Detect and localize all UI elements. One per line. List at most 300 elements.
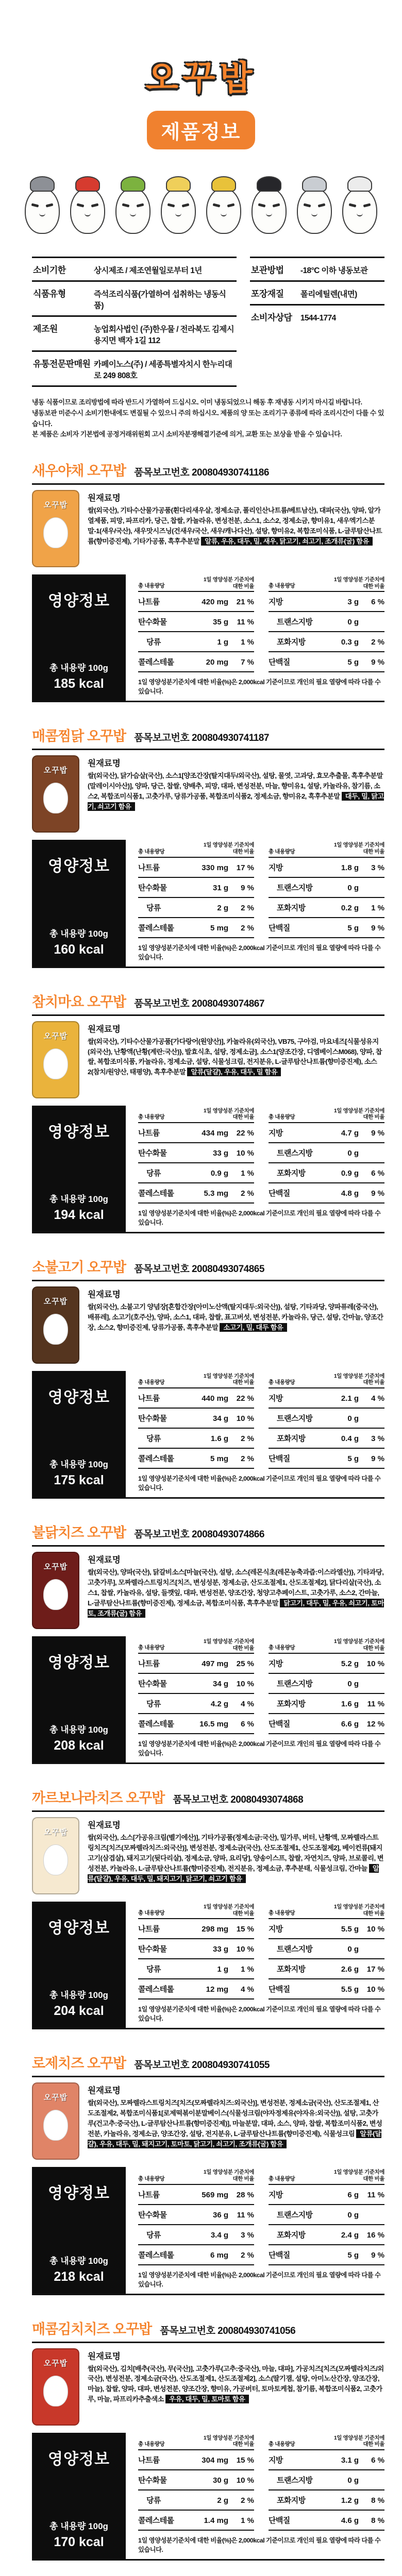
package-image: [32, 755, 79, 833]
nutrition-summary-box: [32, 840, 126, 966]
package-logo-text: 오꾸밥: [43, 1297, 68, 1306]
product-report-number: [134, 996, 264, 1010]
mascot-face-icon: [161, 188, 196, 234]
product-header: [32, 1787, 384, 1812]
calories-value: 175 kcal: [54, 1472, 104, 1487]
nutrition-table-left: [138, 2167, 254, 2265]
nutrition-table-header: [138, 1636, 254, 1654]
ingredients-block: [88, 1817, 384, 1894]
ingredients-text: [88, 2364, 384, 2405]
package-logo-text: 오꾸밥: [43, 2359, 68, 2368]
col-daily-header: 1일 영양성분 기준치에 대한 비율: [333, 842, 384, 855]
nutrition-row: 단백질 5 g 9 %: [269, 1449, 384, 1469]
nutrition-row: 단백질 4.6 g 8 %: [269, 2511, 384, 2531]
report-value: 200804930741055: [191, 2060, 270, 2071]
product-report-number: [134, 2057, 270, 2071]
nutrition-row: 당류 3.4 g 3 %: [138, 2225, 254, 2245]
nutrition-title: 영양정보: [48, 1388, 110, 1406]
report-value: 20080493074867: [191, 998, 264, 1009]
col-daily-header: 1일 영양성분 기준치에 대한 비율: [203, 2169, 254, 2182]
notice-line: 냉동 식품이므로 조리방법에 따라 반드시 가열하여 드십시오. 이미 냉동되었으니 해동 후 재냉동 시키지 마시길 바랍니다.: [32, 398, 362, 406]
ingredients-title: 원재료명: [88, 1555, 121, 1565]
nutrition-row: 포화지방 0.3 g 2 %: [269, 632, 384, 652]
ingredients-list: 쌀(외국산), 닭가슴살(국산), 소스1[양조간장(탈지대두/외국산), 설탕, 물엿, 고과당, 효모추출물, 흑후추분말(말레이시아산)], 양파, 당근, 찹쌀, 양배추, 피망, 대파, 변성전분, 마늘, 향미유1, 설탕, 카놀라유, 참기름, 소스2, 복합조미식품1, 고춧가루, 당류가공품, 복합조미식품2, 정제소금, 향미유2, 흑후추분말: [88, 772, 383, 801]
product-body: [32, 490, 384, 567]
col-daily-header: 1일 영양성분 기준치에 대한 비율: [203, 1904, 254, 1917]
nutrition-table-header: [269, 1902, 384, 1919]
product-header: [32, 1256, 384, 1281]
nutrition-table-right: [269, 1371, 384, 1469]
info-row: [32, 282, 237, 317]
package-image: [32, 490, 79, 567]
egg-character-icon: [43, 1579, 68, 1610]
col-daily-header: 1일 영양성분 기준치에 대한 비율: [333, 1372, 384, 1386]
package-image: [32, 2348, 79, 2426]
mascot-hat-icon: [302, 176, 327, 192]
product-report-number: [134, 1527, 264, 1540]
nutrition-row: 나트륨 304 mg 15 %: [138, 2450, 254, 2470]
info-value: 폴리에틸렌(내면): [300, 290, 357, 299]
nutrition-row: 지방 6 g 11 %: [269, 2185, 384, 2205]
mascot-face-icon: [115, 188, 150, 234]
serving-size: 총 내용량 100g: [49, 2256, 108, 2266]
nutrition-title: 영양정보: [48, 1920, 110, 1937]
nutrition-row: 탄수화물 34 g 10 %: [138, 1674, 254, 1694]
ingredients-title: 원재료명: [88, 2086, 121, 2096]
package-logo-text: 오꾸밥: [43, 2093, 68, 2103]
nutrition-row: 나트륨 298 mg 15 %: [138, 1919, 254, 1939]
info-label: 포장재질: [250, 289, 284, 299]
egg-character-icon: [43, 1844, 68, 1875]
mascot-row: [0, 173, 402, 234]
product-name: 소불고기 오꾸밥: [32, 1259, 126, 1275]
mascot-face-icon: [70, 188, 105, 234]
nutrition-row: 지방 5.5 g 10 %: [269, 1919, 384, 1939]
nutrition-table-header: [138, 1371, 254, 1388]
nutrition-summary-box: [32, 1106, 126, 1232]
ingredients-title: 원재료명: [88, 759, 121, 769]
nutrition-row: 포화지방 1.6 g 11 %: [269, 1694, 384, 1714]
ingredients-block: [88, 2082, 384, 2160]
info-table-right: [250, 257, 384, 387]
calories-value: 170 kcal: [54, 2534, 104, 2549]
info-row: [32, 317, 237, 352]
nutrition-facts: [32, 1902, 384, 2029]
nutrition-row: 콜레스테롤 20 mg 7 %: [138, 652, 254, 672]
nutrition-row: 나트륨 420 mg 21 %: [138, 592, 254, 612]
nutrition-title: 영양정보: [48, 2450, 110, 2468]
product-name: 새우야채 오꾸밥: [32, 463, 126, 479]
report-value: 200804930741187: [191, 733, 269, 744]
nutrition-tables: [126, 1106, 384, 1232]
ingredients-text: [88, 771, 384, 812]
nutrition-row: 포화지방 0.2 g 1 %: [269, 898, 384, 918]
calories-value: 194 kcal: [54, 1207, 104, 1222]
nutrition-summary-box: [32, 574, 126, 701]
nutrition-table-header: [138, 574, 254, 592]
mascot-hat-icon: [211, 176, 236, 192]
ingredients-text: [88, 1833, 384, 1884]
nutrition-row: 당류 1.6 g 2 %: [138, 1429, 254, 1449]
storage-notice: [32, 397, 384, 440]
nutrition-tables: [126, 2167, 384, 2293]
package-image: [32, 1552, 79, 1629]
nutrition-row: 탄수화물 35 g 11 %: [138, 612, 254, 632]
nutrition-footnote: 1일 영양성분기준치에 대한 비율(%)은 2,000kcal 기준이므로 개인의 필요 열량에 따라 다를 수 있습니다.: [138, 1740, 381, 1757]
subtitle-row: [0, 111, 402, 149]
serving-size: 총 내용량 100g: [49, 1725, 108, 1735]
nutrition-table-header: [269, 574, 384, 592]
nutrition-table-left: [138, 1371, 254, 1469]
product-section: [32, 1256, 384, 1499]
nutrition-row: 탄수화물 36 g 11 %: [138, 2205, 254, 2225]
product-body: [32, 1286, 384, 1364]
product-report-number: [173, 1792, 303, 1806]
product-section: [32, 725, 384, 968]
product-header: [32, 725, 384, 750]
package-logo-text: 오꾸밥: [43, 1031, 68, 1041]
report-value: 200804930741056: [217, 2325, 296, 2336]
col-daily-header: 1일 영양성분 기준치에 대한 비율: [203, 1372, 254, 1386]
report-label: 품목보고번호: [134, 2060, 190, 2071]
nutrition-row: 콜레스테롤 5 mg 2 %: [138, 1449, 254, 1469]
mascot-hat-icon: [75, 176, 100, 192]
product-report-number: [134, 730, 269, 744]
nutrition-table-header: [138, 2167, 254, 2184]
nutrition-tables: [126, 574, 384, 701]
report-label: 품목보고번호: [173, 1794, 228, 1806]
nutrition-table-left: [138, 1902, 254, 1999]
nutrition-row: 나트륨 440 mg 22 %: [138, 1388, 254, 1409]
info-label: 식품유형: [33, 289, 66, 299]
ingredients-title: 원재료명: [88, 1024, 121, 1034]
calories-value: 208 kcal: [54, 1738, 104, 1753]
info-value: -18°C 이하 냉동보관: [300, 266, 368, 275]
nutrition-table-left: [138, 840, 254, 938]
nutrition-summary-box: [32, 1371, 126, 1497]
nutrition-row: 트랜스지방 0 g: [269, 1939, 384, 1959]
nutrition-row: 콜레스테롤 5.3 mg 2 %: [138, 1183, 254, 1204]
col-amount-header: 총 내용량당: [269, 2175, 295, 2182]
product-name: 불닭치즈 오꾸밥: [32, 1524, 126, 1540]
nutrition-table-right: [269, 840, 384, 938]
info-label: 소비자상담: [250, 313, 292, 323]
nutrition-table-header: [138, 1106, 254, 1123]
nutrition-tables: [126, 840, 384, 966]
allergen-warning: 알류(달걀), 우유, 대두, 밀 함유: [187, 1067, 281, 1076]
col-amount-header: 총 내용량당: [138, 1645, 165, 1651]
col-amount-header: 총 내용량당: [138, 848, 165, 855]
ingredients-list: 쌀(외국산), 모짜렐라스트링치즈[치즈(모짜렐라치즈:외국산)], 변성전분, 정제소금(국산), 산도조절제1, 산도조절제2, 복합조미식품1[로제떡볶이분말베이스(식물성크림(야자정제유(야자유:외국산)), 설탕, 고춧가루(건고추:중국산), L-글루탐산나트륨(향미증진제)], 마늘분말, 대파, 소스, 양파, 찹쌀, 복합조미식품2, 변성전분, 카놀라유, 정제소금, 양조간장, 설탕, 전지분유, L-글루탐산나트륨(향미증진제), 식물성크림: [88, 2099, 382, 2138]
col-amount-header: 총 내용량당: [138, 583, 165, 589]
calories-value: 185 kcal: [54, 676, 104, 691]
ingredients-block: [88, 1286, 384, 1364]
product-name: 로제치즈 오꾸밥: [32, 2056, 126, 2072]
ingredients-list: 쌀(외국산), 기타수산물가공품(흰다리새우살, 정제소금, 폴리인산나트륨/베트남산), 대파(국산), 양파, 알가열제품, 피망, 파프리카, 당근, 찹쌀, 카놀라유, 변성전분, 소스1, 소스2, 정제소금, 향미유1, 새우엑기스분말-1(새우/국산), 새우맛시즈닝(건새우/국산, 새우/캐나다산), 설탕, 향미유2, 복합조미식품, L-글루탐산나트륨(향미증진제), 기타가공품, 흑후추분말: [88, 506, 382, 545]
nutrition-footnote: 1일 영양성분기준치에 대한 비율(%)은 2,000kcal 기준이므로 개인의 필요 열량에 따라 다를 수 있습니다.: [138, 1475, 381, 1492]
col-amount-header: 총 내용량당: [269, 2441, 295, 2447]
product-name: 까르보나라치즈 오꾸밥: [32, 1790, 165, 1806]
product-name: 매콤찜닭 오꾸밥: [32, 728, 126, 744]
info-table-left: [32, 257, 237, 387]
info-label: 제조원: [33, 324, 58, 334]
nutrition-row: 탄수화물 33 g 10 %: [138, 1939, 254, 1959]
col-amount-header: 총 내용량당: [138, 1379, 165, 1385]
nutrition-row: 단백질 4.8 g 9 %: [269, 1183, 384, 1204]
nutrition-table-header: [269, 1636, 384, 1654]
package-logo-text: 오꾸밥: [43, 766, 68, 775]
nutrition-row: 트랜스지방 0 g: [269, 2470, 384, 2490]
nutrition-row: 콜레스테롤 12 mg 4 %: [138, 1979, 254, 1999]
nutrition-row: 나트륨 497 mg 25 %: [138, 1654, 254, 1674]
col-amount-header: 총 내용량당: [138, 1113, 165, 1120]
col-daily-header: 1일 영양성분 기준치에 대한 비율: [203, 2434, 254, 2448]
nutrition-table-header: [269, 2433, 384, 2450]
serving-size: 총 내용량 100g: [49, 1194, 108, 1204]
col-daily-header: 1일 영양성분 기준치에 대한 비율: [333, 577, 384, 589]
info-value: 농업회사법인 (주)한우물 / 전라북도 김제시 용지면 백자 1길 112: [94, 325, 234, 345]
serving-size: 총 내용량 100g: [49, 663, 108, 673]
report-label: 품목보고번호: [134, 1263, 190, 1275]
col-amount-header: 총 내용량당: [269, 583, 295, 589]
nutrition-row: 당류 1 g 1 %: [138, 632, 254, 652]
product-header: [32, 991, 384, 1016]
report-label: 품목보고번호: [134, 467, 190, 479]
product-section: [32, 2318, 384, 2561]
mascot-cheese-chicken-icon: [205, 176, 243, 234]
nutrition-summary-box: [32, 2433, 126, 2559]
nutrition-row: 트랜스지방 0 g: [269, 1409, 384, 1429]
info-value: 1544-1774: [300, 314, 336, 323]
col-amount-header: 총 내용량당: [269, 1910, 295, 1917]
nutrition-row: 트랜스지방 0 g: [269, 2205, 384, 2225]
mascot-chili-chicken-icon: [69, 176, 107, 234]
ingredients-block: [88, 755, 384, 833]
ingredients-title: 원재료명: [88, 1821, 121, 1831]
nutrition-facts: [32, 1106, 384, 1233]
nutrition-row: 포화지방 0.4 g 3 %: [269, 1429, 384, 1449]
nutrition-row: 탄수화물 33 g 10 %: [138, 1143, 254, 1163]
nutrition-title: 영양정보: [48, 1123, 110, 1141]
egg-character-icon: [43, 1314, 68, 1345]
col-amount-header: 총 내용량당: [138, 2441, 165, 2447]
nutrition-row: 당류 0.9 g 1 %: [138, 1163, 254, 1183]
report-label: 품목보고번호: [134, 998, 190, 1009]
nutrition-summary-box: [32, 1636, 126, 1762]
nutrition-row: 단백질 5 g 9 %: [269, 652, 384, 672]
nutrition-table-header: [269, 2167, 384, 2184]
mascot-hat-icon: [347, 176, 372, 192]
info-value: 즉석조리식품(가열하여 섭취하는 냉동식품): [94, 290, 226, 310]
nutrition-row: 단백질 5 g 9 %: [269, 918, 384, 938]
package-image: [32, 1021, 79, 1098]
product-header: [32, 2052, 384, 2077]
product-report-number: [134, 1261, 264, 1275]
product-header: [32, 1521, 384, 1547]
info-row: [250, 306, 384, 328]
product-section: [32, 2052, 384, 2295]
nutrition-table-header: [269, 1371, 384, 1388]
col-daily-header: 1일 영양성분 기준치에 대한 비율: [333, 1638, 384, 1651]
nutrition-tables: [126, 1902, 384, 2028]
mascot-face-icon: [297, 188, 332, 234]
nutrition-table-header: [138, 2433, 254, 2450]
ingredients-list: 쌀(외국산), 소불고기 양념장[혼합간장{아미노산액(탈지대두:외국산)}, 설탕, 기타과당, 양파퓨레(중국산), 배퓨레], 소고기(호주산), 양파, 소스1, 대파, 찹쌀, 표고버섯, 변성전분, 카놀라유, 당근, 설탕, 간마늘, 양조간장, 소스2, 향미증진제, 당류가공품, 흑후추분말: [88, 1302, 383, 1331]
nutrition-row: 탄수화물 34 g 10 %: [138, 1409, 254, 1429]
ingredients-block: [88, 490, 384, 567]
mascot-black-chef-tomato-icon: [250, 176, 288, 234]
info-row: [250, 282, 384, 306]
nutrition-title: 영양정보: [48, 2185, 110, 2202]
ingredients-title: 원재료명: [88, 494, 121, 503]
nutrition-row: 나트륨 434 mg 22 %: [138, 1123, 254, 1143]
allergen-warning: 알류, 우유, 대두, 밀, 새우, 닭고기, 쇠고기, 조개류(굴) 함유: [201, 537, 373, 546]
nutrition-table-right: [269, 2433, 384, 2531]
col-amount-header: 총 내용량당: [269, 1379, 295, 1385]
nutrition-table-header: [138, 1902, 254, 1919]
ingredients-text: [88, 1037, 384, 1078]
nutrition-row: 콜레스테롤 5 mg 2 %: [138, 918, 254, 938]
mascot-face-icon: [25, 188, 60, 234]
mascot-face-icon: [206, 188, 241, 234]
allergen-warning: 닭고기, 대두, 밀, 우유, 쇠고기, 토마토, 조개류(굴) 함유: [88, 1599, 384, 1617]
nutrition-table-header: [269, 1106, 384, 1123]
nutrition-row: 당류 4.2 g 4 %: [138, 1694, 254, 1714]
nutrition-row: 포화지방 2.4 g 16 %: [269, 2225, 384, 2245]
nutrition-footnote: 1일 영양성분기준치에 대한 비율(%)은 2,000kcal 기준이므로 개인의 필요 열량에 따라 다를 수 있습니다.: [138, 2271, 381, 2288]
egg-character-icon: [43, 2110, 68, 2141]
nutrition-row: 트랜스지방 0 g: [269, 1143, 384, 1163]
brand-logo: 오꾸밥: [145, 59, 257, 97]
allergen-warning: 알류(달걀), 우유, 대두, 밀, 돼지고기, 닭고기, 쇠고기 함유: [88, 1864, 379, 1883]
nutrition-facts: [32, 2167, 384, 2295]
nutrition-row: 지방 3 g 6 %: [269, 592, 384, 612]
ingredients-text: [88, 2098, 384, 2149]
nutrition-row: 트랜스지방 0 g: [269, 1674, 384, 1694]
mascot-milk-dessert-icon: [295, 176, 333, 234]
mascot-face-icon: [252, 188, 287, 234]
nutrition-title: 영양정보: [48, 1654, 110, 1671]
nutrition-footnote: 1일 영양성분기준치에 대한 비율(%)은 2,000kcal 기준이므로 개인의 필요 열량에 따라 다를 수 있습니다.: [138, 2006, 381, 2023]
col-daily-header: 1일 영양성분 기준치에 대한 비율: [203, 577, 254, 589]
info-label: 소비기한: [33, 265, 66, 275]
info-row: [32, 258, 237, 282]
product-body: [32, 1552, 384, 1629]
package-image: [32, 2082, 79, 2160]
ingredients-list: 쌀(외국산), 소스[가공유크림(벨기에산)], 기타가공품(정제소금:국산), 밀가루, 버터, 난황액, 모짜렐라스트링치즈[치즈(모짜렐라치즈:외국산)], 변성전분, 정제소금(국산), 산도조절제1, 산도조절제2], 베이컨류[돼지고기(삼겹살), 돼지고기(뒷다리살), 정제소금, 양파, 요리당], 양송이스프, 찹쌀, 자연치즈, 양파, 브로콜리, 변성전분, 카놀라유, L-글루탐산나트륨(향미증진제), 전지분유, 정제소금, 후추분태, 식물성크림, 간마늘: [88, 1834, 384, 1872]
product-report-number: [134, 465, 269, 479]
info-row: [250, 258, 384, 282]
serving-size: 총 내용량 100g: [49, 1990, 108, 2001]
calories-value: 218 kcal: [54, 2269, 104, 2284]
nutrition-facts: [32, 1636, 384, 1764]
serving-size: 총 내용량 100g: [49, 928, 108, 939]
nutrition-table-right: [269, 2167, 384, 2265]
col-amount-header: 총 내용량당: [269, 848, 295, 855]
allergen-warning: 소고기, 밀, 대두 함유: [220, 1323, 287, 1332]
ingredients-title: 원재료명: [88, 1290, 121, 1299]
nutrition-row: 지방 2.1 g 4 %: [269, 1388, 384, 1409]
nutrition-title: 영양정보: [48, 858, 110, 875]
product-info-table: [32, 257, 384, 387]
nutrition-row: 포화지방 0.9 g 6 %: [269, 1163, 384, 1183]
package-image: [32, 1817, 79, 1894]
nutrition-table-right: [269, 574, 384, 672]
col-daily-header: 1일 영양성분 기준치에 대한 비율: [333, 1904, 384, 1917]
mascot-mayo-fish-icon: [159, 176, 197, 234]
product-section: [32, 1787, 384, 2029]
calories-value: 160 kcal: [54, 942, 104, 957]
ingredients-block: [88, 2348, 384, 2426]
page-title: 제품정보: [147, 111, 256, 149]
product-header: [32, 2318, 384, 2343]
product-body: [32, 755, 384, 833]
nutrition-table-left: [138, 1106, 254, 1204]
ingredients-text: [88, 1567, 384, 1619]
nutrition-table-left: [138, 574, 254, 672]
product-section: [32, 1521, 384, 1764]
nutrition-row: 당류 1 g 1 %: [138, 1959, 254, 1979]
nutrition-row: 콜레스테롤 1.4 mg 1 %: [138, 2511, 254, 2531]
nutrition-tables: [126, 1636, 384, 1762]
notice-line: 본 제품은 소비자 기본법에 공정거래위원회 고시 소비자분쟁해결기준에 의거, 교환 또는 보상을 받을 수 있습니다.: [32, 430, 342, 438]
egg-character-icon: [43, 1048, 68, 1079]
nutrition-row: 콜레스테롤 6 mg 2 %: [138, 2245, 254, 2265]
ingredients-block: [88, 1021, 384, 1098]
nutrition-row: 콜레스테롤 16.5 mg 6 %: [138, 1714, 254, 1734]
info-label: 유통전문판매원: [33, 359, 91, 369]
nutrition-summary-box: [32, 1902, 126, 2028]
mascot-face-icon: [342, 188, 377, 234]
nutrition-table-right: [269, 1902, 384, 1999]
ingredients-list: 쌀(외국산), 양파(국산), 닭갈비소스[마늘(국산), 설탕, 소스{레몬식초(레몬농축과즙:이스라엘산)}, 기타과당, 고춧가루], 모짜렐라스트링치즈[치즈, 변성성분, 정제소금, 산도조절제1, 산도조절제2], 닭다리살(국산), 소스1, 찹쌀, 카놀라유, 설탕, 들깻잎, 대파, 변성전분, 양조간장, 청양고추페이스트, 고춧가루, 소스2, 간마늘, L-글루탐산나트륨(향미증진제), 정제소금, 복합조미식품, 흑후추분말: [88, 1568, 384, 1607]
col-daily-header: 1일 영양성분 기준치에 대한 비율: [203, 842, 254, 855]
nutrition-footnote: 1일 영양성분기준치에 대한 비율(%)은 2,000kcal 기준이므로 개인의 필요 열량에 따라 다를 수 있습니다.: [138, 944, 381, 961]
nutrition-row: 지방 5.2 g 10 %: [269, 1654, 384, 1674]
nutrition-table-left: [138, 2433, 254, 2531]
nutrition-footnote: 1일 영양성분기준치에 대한 비율(%)은 2,000kcal 기준이므로 개인의 필요 열량에 따라 다를 수 있습니다.: [138, 1209, 381, 1226]
nutrition-facts: [32, 2433, 384, 2561]
report-value: 20080493074866: [191, 1529, 264, 1540]
product-name: 매콤김치치즈 오꾸밥: [32, 2321, 152, 2337]
mascot-shrimp-helmet-icon: [23, 176, 61, 234]
product-name: 참치마요 오꾸밥: [32, 994, 126, 1010]
allergen-warning: 우유, 대두, 밀, 토마토 함유: [165, 2395, 249, 2403]
report-value: 20080493074865: [191, 1263, 264, 1275]
col-amount-header: 총 내용량당: [138, 1910, 165, 1917]
nutrition-title: 영양정보: [48, 592, 110, 610]
package-logo-text: 오꾸밥: [43, 501, 68, 510]
ingredients-block: [88, 1552, 384, 1629]
col-daily-header: 1일 영양성분 기준치에 대한 비율: [203, 1638, 254, 1651]
nutrition-row: 지방 1.8 g 3 %: [269, 858, 384, 878]
col-amount-header: 총 내용량당: [269, 1645, 295, 1651]
product-body: [32, 2348, 384, 2426]
mascot-white-chef-pan-icon: [341, 176, 379, 234]
ingredients-text: [88, 505, 384, 547]
col-daily-header: 1일 영양성분 기준치에 대한 비율: [203, 1107, 254, 1121]
nutrition-table-right: [269, 1636, 384, 1734]
nutrition-row: 당류 2 g 2 %: [138, 2490, 254, 2511]
nutrition-row: 나트륨 330 mg 17 %: [138, 858, 254, 878]
nutrition-row: 탄수화물 30 g 10 %: [138, 2470, 254, 2490]
nutrition-row: 포화지방 1.2 g 8 %: [269, 2490, 384, 2511]
mascot-bull-green-onion-icon: [114, 176, 152, 234]
product-body: [32, 1021, 384, 1098]
ingredients-text: [88, 1302, 384, 1333]
mascot-hat-icon: [166, 176, 191, 192]
egg-character-icon: [43, 783, 68, 814]
